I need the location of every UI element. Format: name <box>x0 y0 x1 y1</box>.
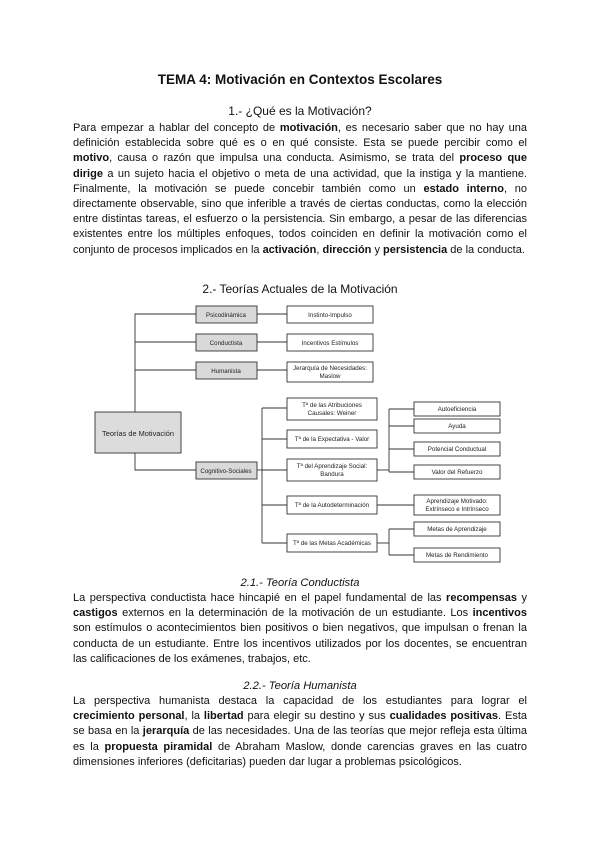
page-title: TEMA 4: Motivación en Contextos Escolares <box>157 72 443 87</box>
node-conductista: Conductista <box>209 340 243 347</box>
motivation-theories-diagram <box>0 298 600 578</box>
section-2-heading: 2.- Teorías Actuales de la Motivación <box>202 282 398 296</box>
section-2-1-paragraph: La perspectiva conductista hace hincapié en el papel fundamental de las recompensas y castigos externos en la determinación de la motivación de un estudiante. Los incentivos son estímulos o acontecimientos bien positivos o bien negativos, que impulsan o frenan la conducta de un estudiante. Entre los incentivos utilizados por los docentes, se encuentran las calificaciones de los exámenes, trabajos, etc. <box>73 592 527 665</box>
node-metas-academicas: Tª de las Metas Académicas <box>293 540 371 547</box>
node-incentivos: Incentivos Estímulos <box>301 340 359 347</box>
node-atribuciones-line2: Causales: Weiner <box>307 410 357 417</box>
node-aprendizaje-line2: Bandura <box>320 471 344 478</box>
node-metas-rendimiento: Metas de Rendimiento <box>426 552 488 559</box>
section-1-heading: 1.- ¿Qué es la Motivación? <box>228 104 372 118</box>
node-aprendizaje-line1: Tª del Aprendizaje Social: <box>296 463 368 470</box>
root-node: Teorías de Motivación <box>102 429 174 438</box>
node-autoeficiencia: Autoeficiencia <box>437 406 477 413</box>
node-aprendizaje-motivado-line1: Aprendizaje Motivado: <box>426 498 488 505</box>
node-jerarquia-line2: Maslow <box>319 373 341 380</box>
node-autodeterminacion: Tª de la Autodeterminación <box>294 502 370 509</box>
node-aprendizaje-motivado-line2: Extrínseco e Intrínseco <box>425 506 489 513</box>
node-psicodinamica: Psicodinámica <box>206 312 246 319</box>
section-2-1-heading: 2.1.- Teoría Conductista <box>240 577 360 589</box>
section-1-paragraph: Para empezar a hablar del concepto de motivación, es necesario saber que no hay una definición establecida sobre qué es o en qué consiste. Esta se puede percibir como el motivo, causa o razón que impulsa una conducta. Asimismo, se trata del proceso que dirige a un sujeto hacia el objetivo o meta de una actividad, que la instiga y la mantiene. Finalmente, la motivación se puede concebir también como un estado interno, no directamente observable, sino que inferible a través de ciertas conductas, como la elección entre distintas tareas, el esfuerzo o la persistencia. Sin embargo, a pesar de las diferencias existentes entre los múltiples enfoques, todos coinciden en definir la motivación como el conjunto de procesos implicados en la activación, dirección y persistencia de la conducta. <box>73 122 528 256</box>
node-jerarquia-line1: Jerarquía de Necesidades: <box>293 365 367 372</box>
node-atribuciones-line1: Tª de las Atribuciones <box>302 402 362 409</box>
node-cognitivo-sociales: Cognitivo-Sociales <box>200 468 252 475</box>
node-humanista: Humanista <box>211 368 241 375</box>
section-2-2-paragraph: La perspectiva humanista destaca la capacidad de los estudiantes para lograr el crecimiento personal, la libertad para elegir su destino y sus cualidades positivas. Esta se basa en la jerarquía de las necesidades. Una de las teorías que mejor refleja esta última es la propuesta piramidal de Abraham Maslow, donde carencias graves en las cuatro dimensiones inferiores (deficitarias) pueden dar lugar a problemas psicológicos. <box>73 695 527 768</box>
section-2-2-heading: 2.2.- Teoría Humanista <box>243 680 357 692</box>
node-expectativa: Tª de la Expectativa - Valor <box>294 436 370 443</box>
node-metas-aprendizaje: Metas de Aprendizaje <box>427 526 487 533</box>
node-ayuda: Ayuda <box>448 423 466 430</box>
node-valor-refuerzo: Valor del Refuerzo <box>431 469 483 476</box>
node-instinto-impulso: Instinto-Impulso <box>308 312 352 319</box>
node-potencial: Potencial Conductual <box>427 446 487 453</box>
